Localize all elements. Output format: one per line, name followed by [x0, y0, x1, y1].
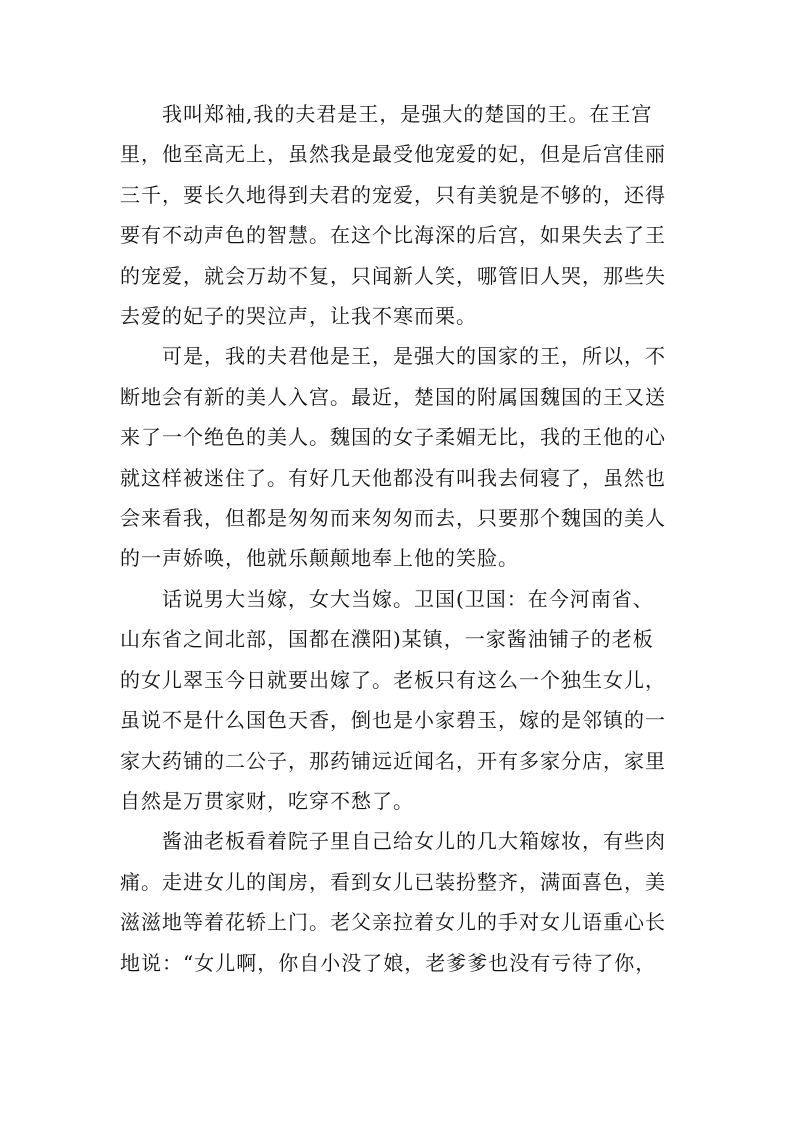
text-line: 里，他至高无上，虽然我是最受他宠爱的妃，但是后宫佳丽 — [120, 142, 666, 167]
text-line: 的女儿翠玉今日就要出嫁了。老板只有这么一个独生女儿， — [120, 667, 666, 692]
document-body — [120, 94, 682, 983]
text-line: 断地会有新的美人入宫。最近，楚国的附属国魏国的王又送 — [120, 384, 666, 409]
text-line: 去爱的妃子的哭泣声，让我不寒而栗。 — [120, 304, 477, 329]
text-line: 我叫郑袖,我的夫君是王，是强大的楚国的王。在王宫 — [162, 102, 653, 126]
text-line: 滋滋地等着花轿上门。老父亲拉着女儿的手对女儿语重心长 — [120, 910, 666, 935]
text-line: 虽说不是什么国色天香，倒也是小家碧玉，嫁的是邻镇的一 — [120, 708, 666, 733]
text-line: 的宠爱，就会万劫不复，只闻新人笑，哪管旧人哭，那些失 — [120, 263, 666, 288]
text-line: 自然是万贯家财，吃穿不愁了。 — [120, 788, 414, 813]
text-line: 痛。走进女儿的闺房，看到女儿已装扮整齐，满面喜色，美 — [120, 869, 666, 894]
text-line: 三千，要长久地得到夫君的宠爱，只有美貌是不够的，还得 — [120, 182, 666, 207]
text-line: 家大药铺的二公子，那药铺远近闻名，开有多家分店，家里 — [120, 748, 666, 773]
text-line: 会来看我，但都是匆匆而来匆匆而去，只要那个魏国的美人 — [120, 506, 666, 531]
text-line: 话说男大当嫁，女大当嫁。卫国(卫国：在今河南省、 — [162, 586, 654, 611]
text-line: 地说：“女儿啊，你自小没了娘，老爹爹也没有亏待了你， — [120, 950, 657, 975]
text-line: 可是，我的夫君他是王，是强大的国家的王，所以，不 — [162, 344, 666, 369]
text-line: 就这样被迷住了。有好几天他都没有叫我去伺寝了，虽然也 — [120, 465, 666, 490]
text-line: 要有不动声色的智慧。在这个比海深的后宫，如果失去了王 — [120, 223, 666, 248]
text-line: 的一声娇唤，他就乐颠颠地奉上他的笑脸。 — [120, 546, 519, 571]
text-line: 酱油老板看着院子里自己给女儿的几大箱嫁妆，有些肉 — [162, 829, 666, 854]
text-line: 山东省之间北部，国都在濮阳)某镇，一家酱油铺子的老板 — [120, 627, 654, 652]
text-line: 来了一个绝色的美人。魏国的女子柔媚无比，我的王他的心 — [120, 425, 666, 450]
